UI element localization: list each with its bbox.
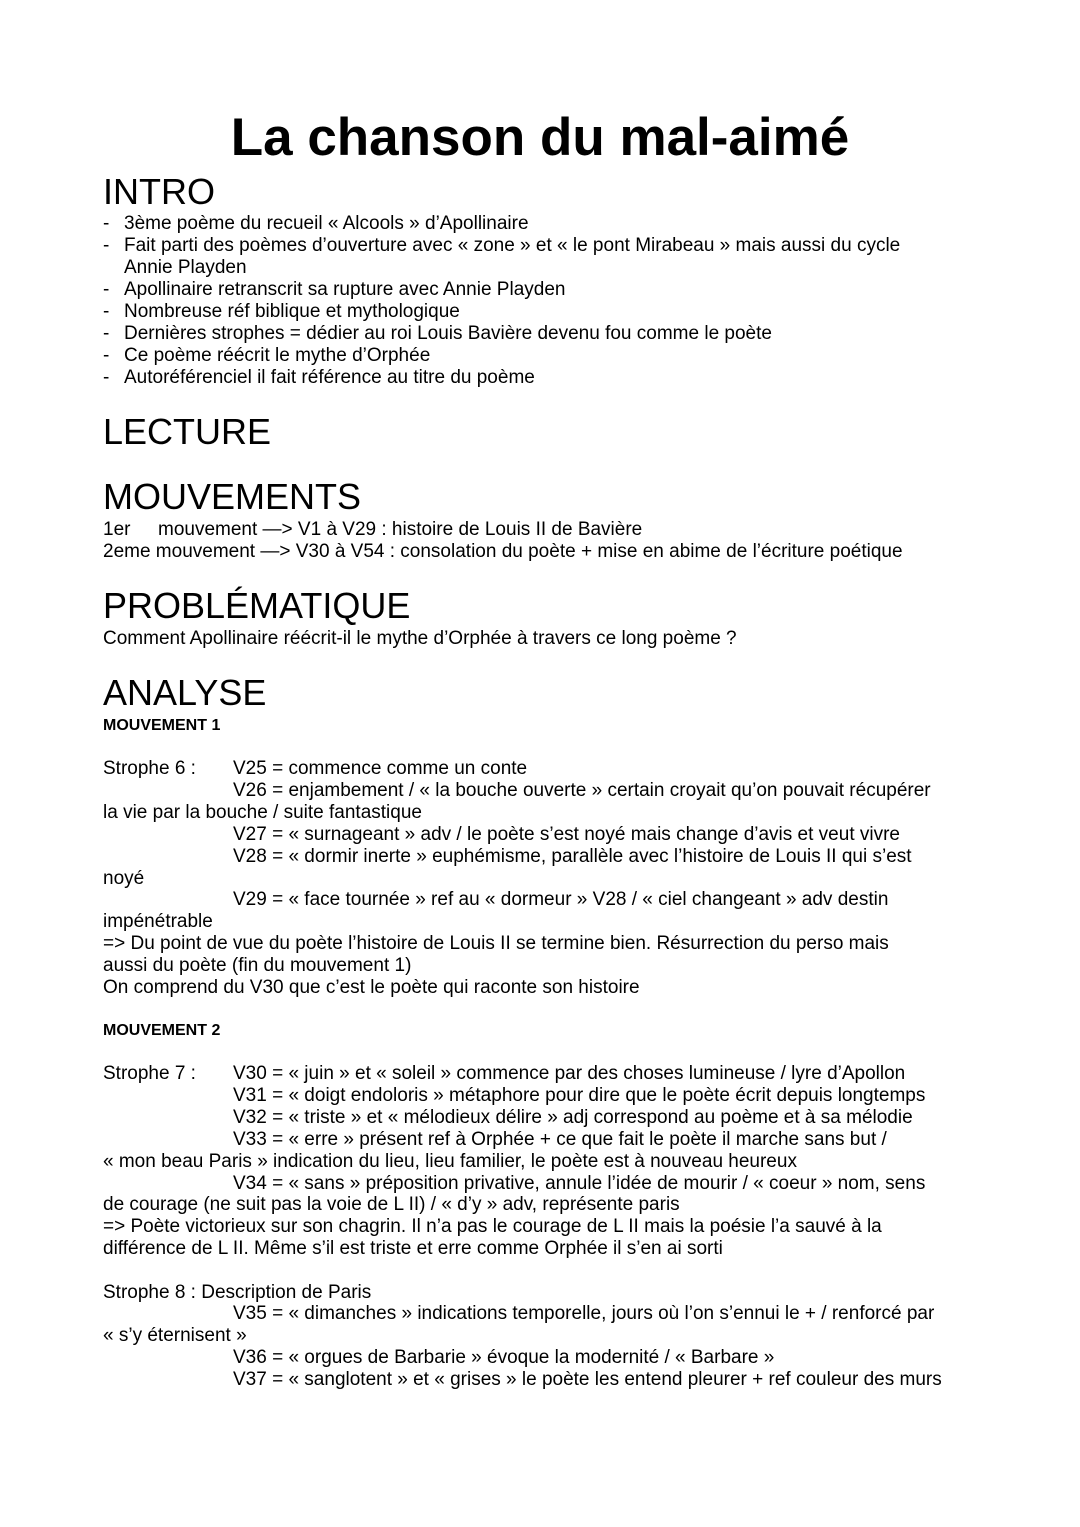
analysis-line: V36 = « orgues de Barbarie » évoque la modernité / « Barbare » (233, 1347, 775, 1368)
intro-item: 3ème poème du recueil « Alcools » d’Apollinaire (124, 213, 529, 234)
bullet-dash: - (103, 279, 110, 300)
analysis-line: V32 = « triste » et « mélodieux délire » adj correspond au poème et à sa mélodie (233, 1107, 913, 1128)
analysis-line: V26 = enjambement / « la bouche ouverte » certain croyait qu’on pouvait récupérer (233, 780, 931, 801)
mouvements-heading: MOUVEMENTS (103, 476, 362, 517)
analysis-line: V29 = « face tournée » ref au « dormeur » V28 / « ciel changeant » adv destin (233, 889, 889, 910)
problematique-text: Comment Apollinaire réécrit-il le mythe d’Orphée à travers ce long poème ? (103, 628, 737, 649)
mouvement-1-text: mouvement —> V1 à V29 : histoire de Louis II de Bavière (158, 519, 643, 540)
analysis-line: V30 = « juin » et « soleil » commence par des choses lumineuse / lyre d’Apollon (233, 1063, 906, 1084)
analysis-line: V31 = « doigt endoloris » métaphore pour dire que le poète écrit depuis longtemps (233, 1085, 926, 1106)
intro-item: Autoréférenciel il fait référence au titre du poème (124, 367, 535, 388)
analysis-line: V33 = « erre » présent ref à Orphée + ce que fait le poète il marche sans but / (233, 1129, 887, 1150)
analysis-line: => Poète victorieux sur son chagrin. Il n’a pas le courage de L II mais la poésie l’a sauvé à la (103, 1216, 882, 1237)
intro-item: Dernières strophes = dédier au roi Louis Bavière devenu fou comme le poète (124, 323, 772, 344)
strophe-7-label: Strophe 7 : (103, 1063, 196, 1084)
intro-item: Apollinaire retranscrit sa rupture avec Annie Playden (124, 279, 566, 300)
bullet-dash: - (103, 345, 110, 366)
analysis-line: => Du point de vue du poète l’histoire de Louis II se termine bien. Résurrection du perso mais (103, 933, 889, 954)
analysis-line: On comprend du V30 que c’est le poète qui raconte son histoire (103, 977, 640, 998)
analysis-line: impénétrable (103, 911, 213, 932)
bullet-dash: - (103, 323, 110, 344)
intro-item: Ce poème réécrit le mythe d’Orphée (124, 345, 431, 366)
intro-item: Nombreuse réf biblique et mythologique (124, 301, 460, 322)
mouvement-2-text: 2eme mouvement —> V30 à V54 : consolation du poète + mise en abime de l’écriture poétique (103, 541, 903, 562)
analysis-line: différence de L II. Même s’il est triste et erre comme Orphée il s’en ai sorti (103, 1238, 723, 1259)
analysis-line: la vie par la bouche / suite fantastique (103, 802, 422, 823)
analysis-line: V37 = « sanglotent » et « grises » le poète les entend pleurer + ref couleur des murs (233, 1369, 942, 1390)
problematique-heading: PROBLÉMATIQUE (103, 585, 411, 626)
analysis-line: V35 = « dimanches » indications temporelle, jours où l’on s’ennui le + / renforcé par (233, 1303, 935, 1324)
mouvement-2-subheading: MOUVEMENT 2 (103, 1022, 221, 1039)
strophe-6-label: Strophe 6 : (103, 758, 196, 779)
page-title: La chanson du mal-aimé (230, 108, 850, 167)
analysis-line: de courage (ne suit pas la voie de L II) / « d’y » adv, représente paris (103, 1194, 680, 1215)
lecture-heading: LECTURE (103, 411, 272, 452)
strophe-8-label: Strophe 8 : Description de Paris (103, 1282, 372, 1303)
intro-item-continuation: Annie Playden (124, 257, 247, 278)
bullet-dash: - (103, 213, 110, 234)
analysis-line: aussi du poète (fin du mouvement 1) (103, 955, 412, 976)
analysis-line: noyé (103, 868, 145, 889)
bullet-dash: - (103, 367, 110, 388)
analysis-line: V27 = « surnageant » adv / le poète s’est noyé mais change d’avis et veut vivre (233, 824, 900, 845)
intro-heading: INTRO (103, 171, 215, 212)
analysis-line: V34 = « sans » préposition privative, annule l’idée de mourir / « coeur » nom, sens (233, 1173, 926, 1194)
mouvement-1-label: 1er (103, 519, 131, 540)
bullet-dash: - (103, 301, 110, 322)
analyse-heading: ANALYSE (103, 672, 267, 713)
analysis-line: « mon beau Paris » indication du lieu, lieu familier, le poète est à nouveau heureux (103, 1151, 797, 1172)
analysis-line: « s’y éternisent » (103, 1325, 247, 1346)
intro-item: Fait parti des poèmes d’ouverture avec « zone » et « le pont Mirabeau » mais aussi du cycle (124, 235, 901, 256)
mouvement-1-subheading: MOUVEMENT 1 (103, 717, 221, 734)
analysis-line: V25 = commence comme un conte (233, 758, 528, 779)
analysis-line: V28 = « dormir inerte » euphémisme, parallèle avec l’histoire de Louis II qui s’est (233, 846, 912, 867)
bullet-dash: - (103, 235, 110, 256)
